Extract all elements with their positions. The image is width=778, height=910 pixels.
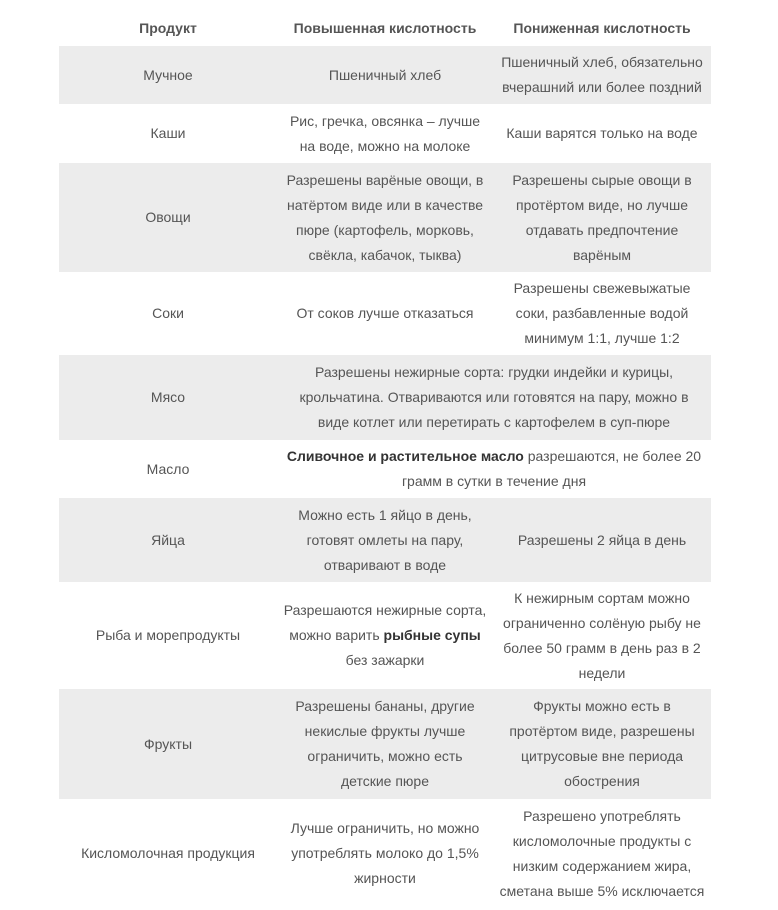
table-row xyxy=(59,163,711,272)
high-acidity-cell: Можно есть 1 яйцо в день, готовят омлеты на пару, отваривают в воде xyxy=(277,498,493,582)
low-acidity-cell: Фрукты можно есть в протёртом виде, разрешены цитрусовые вне периода обострения xyxy=(493,689,711,799)
header-high-acidity: Повышенная кислотность xyxy=(293,20,477,36)
low-acidity-cell: Разрешены свежевыжатые соки, разбавленные водой минимум 1:1, лучше 1:2 xyxy=(513,280,691,346)
high-acidity-cell: От соков лучше отказаться xyxy=(296,305,474,321)
low-acidity-cell: К нежирным сортам можно ограниченно солёную рыбу не более 50 грамм в день раз в 2 недели xyxy=(503,589,701,681)
bold-phrase: Сливочное и растительное масло xyxy=(286,448,524,464)
table-row xyxy=(59,46,711,104)
table-row xyxy=(59,440,711,498)
high-acidity-cell: Рис, гречка, овсянка – лучше на воде, можно на молоке xyxy=(289,112,481,154)
product-cell: Мясо xyxy=(59,355,277,440)
table-row xyxy=(59,355,711,440)
product-cell: Кисломолочная продукция xyxy=(81,845,255,861)
high-acidity-cell: Разрешены бананы, другие некислые фрукты лучше ограничить, можно есть детские пюре xyxy=(277,689,493,799)
high-acidity-cell: Лучше ограничить, но можно употреблять молоко до 1,5% жирности xyxy=(290,820,480,886)
high-acidity-cell xyxy=(277,582,493,689)
product-cell: Фрукты xyxy=(59,689,277,799)
diet-table xyxy=(59,10,711,908)
low-acidity-cell: Пшеничный хлеб, обязательно вчерашний или более поздний xyxy=(493,46,711,104)
table-row xyxy=(59,689,711,799)
low-acidity-cell: Разрешены сырые овощи в протёртом виде, но лучше отдавать предпочтение варёным xyxy=(493,163,711,272)
bold-phrase: рыбные супы xyxy=(383,627,481,643)
diet-table-container xyxy=(59,10,711,908)
table-row xyxy=(59,104,711,163)
table-row xyxy=(59,272,711,355)
table-row xyxy=(59,582,711,689)
low-acidity-cell: Каши варятся только на воде xyxy=(506,125,698,141)
product-cell: Рыба и морепродукты xyxy=(95,627,241,643)
shared-cell: Разрешены нежирные сорта: грудки индейки и курицы, крольчатина. Отвариваются или готовятся на пару, можно в виде котлет или перетирать с картофелем в суп-пюре xyxy=(277,355,711,440)
product-cell: Каши xyxy=(150,125,186,141)
header-low-acidity: Пониженная кислотность xyxy=(513,20,691,36)
high-acidity-cell: Разрешены варёные овощи, в натёртом виде или в качестве пюре (картофель, морковь, свёкла, кабачок, тыква) xyxy=(277,163,493,272)
low-acidity-cell: Разрешены 2 яйца в день xyxy=(493,498,711,582)
header-product: Продукт xyxy=(139,20,197,36)
product-cell: Мучное xyxy=(59,46,277,104)
product-cell: Масло xyxy=(146,460,190,477)
low-acidity-cell: Разрешено употреблять кисломолочные продукты с низким содержанием жира, сметана выше 5% исключается xyxy=(499,807,705,899)
table-row xyxy=(59,799,711,908)
product-cell: Овощи xyxy=(59,163,277,272)
cell-text: Разрешаются нежирные сорта, можно варить xyxy=(283,602,487,643)
product-cell: Яйца xyxy=(59,498,277,582)
shared-text: разрешаются, не более 20 грамм в сутки в течение дня xyxy=(401,448,702,489)
high-acidity-cell: Пшеничный хлеб xyxy=(277,46,493,104)
table-row xyxy=(59,498,711,582)
table-header-row xyxy=(59,10,711,46)
product-cell: Соки xyxy=(152,305,184,321)
cell-text: без зажарки xyxy=(345,652,425,668)
shared-cell xyxy=(277,440,711,498)
